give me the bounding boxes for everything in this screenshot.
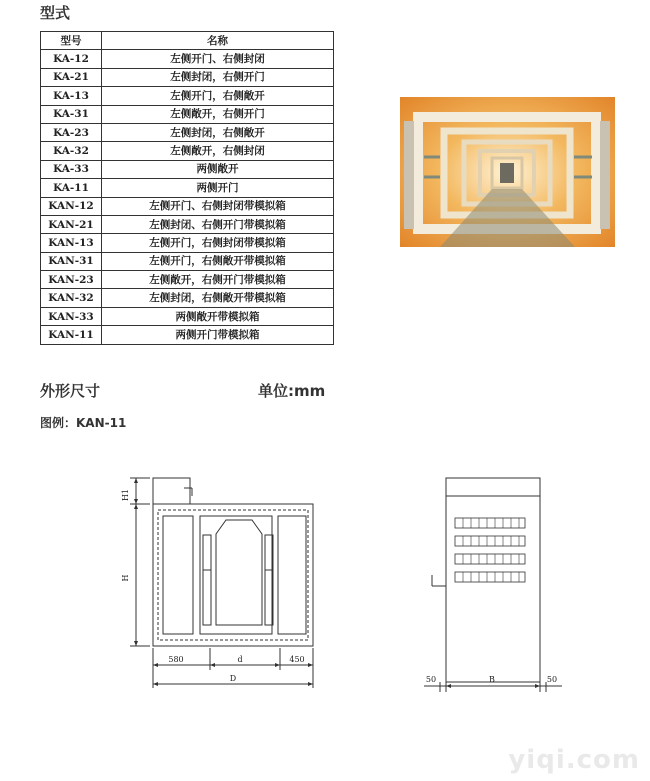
column-header-name: 名称 [102,32,334,50]
table-row [41,50,334,68]
model-cell: KA-21 [41,68,102,86]
table-row [41,271,334,289]
column-header-model: 型号 [41,32,102,50]
name-cell: 左侧敞开，右侧封闭 [102,142,334,160]
table-row [41,234,334,252]
name-cell: 两侧开门带模拟箱 [102,326,334,344]
model-cell: KA-23 [41,123,102,141]
side-view-top-box [446,478,540,496]
dimension-drawing [0,460,650,710]
model-cell: KA-11 [41,179,102,197]
model-cell: KA-31 [41,105,102,123]
name-cell: 两侧敞开 [102,160,334,178]
name-cell: 左侧开门、右侧封闭带模拟箱 [102,197,334,215]
name-cell: 左侧封闭，右侧敞开带模拟箱 [102,289,334,307]
table-row [41,252,334,270]
model-cell: KAN-11 [41,326,102,344]
model-table [40,31,334,345]
switch-panel-grid [455,518,525,582]
name-cell: 左侧开门，右侧敞开 [102,87,334,105]
section-title-model: 型式 [40,4,71,22]
model-cell: KAN-31 [41,252,102,270]
dim-label-D: D [229,674,237,683]
table-row [41,289,334,307]
simulation-box-top [153,478,190,504]
table-row [41,179,334,197]
table-row [41,68,334,86]
dim-label-d-small: d [237,655,243,664]
table-row [41,87,334,105]
table-row [41,160,334,178]
name-cell: 左侧开门、右侧封闭 [102,50,334,68]
unit-label: 单位:mm [258,382,326,400]
model-cell: KAN-21 [41,215,102,233]
table-row [41,307,334,325]
model-cell: KAN-23 [41,271,102,289]
watermark-logo: yiqi.com [508,745,640,775]
name-cell: 左侧封闭，右侧敞开 [102,123,334,141]
model-cell: KAN-32 [41,289,102,307]
name-cell: 两侧敞开带模拟箱 [102,307,334,325]
dim-label-h1: H1 [121,488,130,502]
cabinet-corridor-image [400,97,615,247]
table-row [41,326,334,344]
model-cell: KA-33 [41,160,102,178]
model-cell: KA-12 [41,50,102,68]
figure-caption: 图例：KAN-11 [40,416,127,430]
model-cell: KAN-13 [41,234,102,252]
name-cell: 两侧开门 [102,179,334,197]
model-cell: KAN-12 [41,197,102,215]
dim-label-450: 450 [289,655,305,664]
name-cell: 左侧开门，右侧封闭带模拟箱 [102,234,334,252]
cabinet-dashed-inner [158,510,308,640]
name-cell: 左侧敞开，右侧开门带模拟箱 [102,271,334,289]
model-cell: KAN-33 [41,307,102,325]
dim-label-580: 580 [168,655,184,664]
model-cell: KA-32 [41,142,102,160]
section-title-dimensions: 外形尺寸 [40,382,101,400]
name-cell: 左侧封闭，右侧开门 [102,68,334,86]
dim-label-B: B [489,675,495,684]
name-cell: 左侧敞开，右侧开门 [102,105,334,123]
table-row [41,105,334,123]
table-row [41,123,334,141]
table-row [41,197,334,215]
name-cell: 左侧开门，右侧敞开带模拟箱 [102,252,334,270]
name-cell: 左侧封闭、右侧开门带模拟箱 [102,215,334,233]
dim-label-50-right: 50 [546,675,558,684]
table-header-row [41,32,334,50]
dim-label-50-left: 50 [425,675,437,684]
product-photo [400,97,615,247]
table-row [41,142,334,160]
table-row [41,215,334,233]
dim-label-h: H [121,574,130,582]
model-cell: KA-13 [41,87,102,105]
